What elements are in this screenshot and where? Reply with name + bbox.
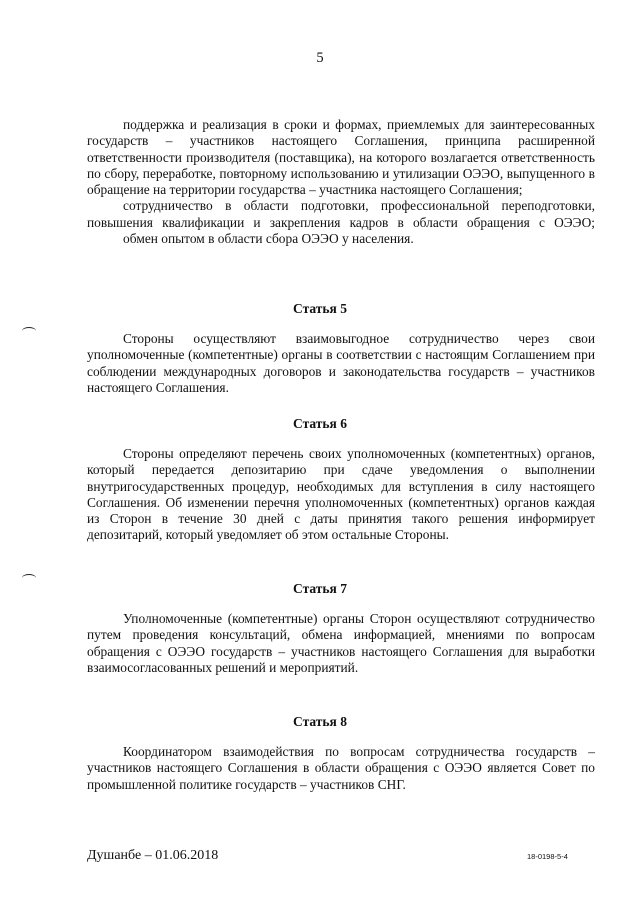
- article-5-body: [87, 331, 595, 396]
- article-5-text: Стороны осуществляют взаимовыгодное сотрудничество через свои уполномоченные (компетентные) органы в соответствии с настоящим Соглашением при соблюдении международных договоров и законодательства государств – участников настоящего Соглашения.: [87, 331, 595, 395]
- article-7-text: Уполномоченные (компетентные) органы Сторон осуществляют сотрудничество путем проведения консультаций, обмена информацией, мнениями по вопросам обращения с ОЭЭО государств – участников настоящего Соглашения для выработки взаимосогласованных решений и мероприятий.: [87, 611, 595, 675]
- article-8-body: [87, 744, 595, 793]
- page-number: 5: [316, 50, 324, 66]
- article-5-title: Статья 5: [293, 301, 347, 316]
- article-8-text: Координатором взаимодействия по вопросам сотрудничества государств – участников настоящего Соглашения в области обращения с ОЭЭО является Совет по промышленной политике государств – участников СНГ.: [87, 744, 595, 792]
- intro-item-2: сотрудничество в области подготовки, профессиональной переподготовки, повышения квалификации и закрепления кадров в области обращения с ОЭЭО;: [87, 198, 595, 230]
- intro-item-3: обмен опытом в области сбора ОЭЭО у населения.: [123, 231, 414, 247]
- article-6-text: Стороны определяют перечень своих уполномоченных (компетентных) органов, который передается депозитарию при сдаче уведомления о выполнении внутригосударственных процедур, необходимых для вступления в силу настоящего Соглашения. Об изменении перечня уполномоченных (компетентных) органов каждая из Сторон в течение 30 дней с даты принятия такого решения информирует депозитарий, который уведомляет об этом остальные Стороны.: [87, 446, 595, 543]
- article-6-body: [87, 446, 595, 544]
- article-8-title: Статья 8: [293, 714, 347, 729]
- article-7-title: Статья 7: [293, 581, 347, 596]
- intro-item-1: поддержка и реализация в сроки и формах, приемлемых для заинтересованных государств – участников настоящего Соглашения, принципа расширенной ответственности производителя (поставщика), на которого возлагается ответственность по сбору, переработке, повторному использованию и утилизации ОЭЭО, выпущенного в обращение на территории государства – участника настоящего Соглашения;: [87, 117, 595, 198]
- footer-doc-code: 18-0198-5-4: [527, 852, 568, 861]
- footer-place-date: Душанбе – 01.06.2018: [87, 848, 219, 863]
- article-7-body: [87, 611, 595, 676]
- margin-mark: [22, 327, 36, 335]
- intro-list: [87, 117, 595, 247]
- article-6-title: Статья 6: [293, 416, 347, 431]
